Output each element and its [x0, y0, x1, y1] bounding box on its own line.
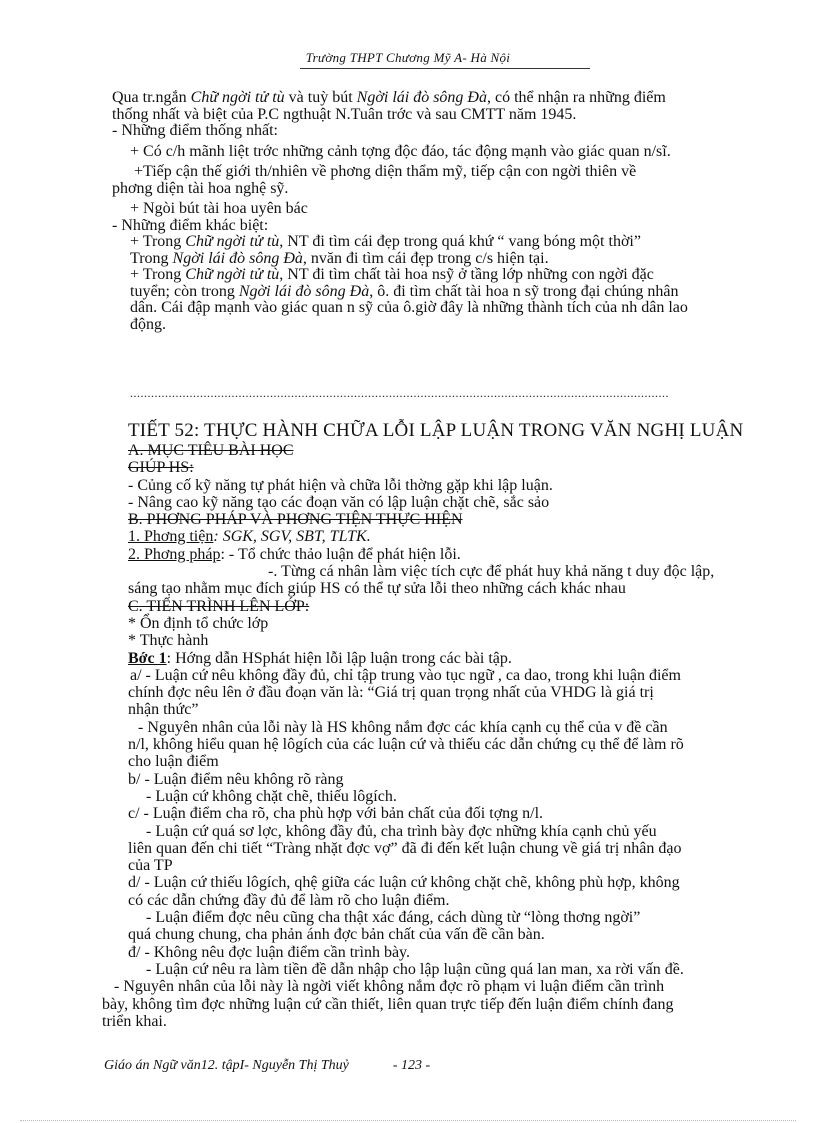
text-line: triển khai.	[102, 1012, 167, 1030]
page-header: Trường THPT Chương Mỹ A- Hà Nội	[305, 50, 511, 65]
text-line: GIÚP HS:	[128, 459, 194, 477]
text-line: * Thực hành	[128, 632, 209, 650]
text-line: - Luận cứ nêu ra làm tiền đề dẫn nhập cho lập luận cũng quá lan man, xa rời vấn đề.	[146, 960, 684, 978]
text-line: - Luận cứ quá sơ lợc, không đầy đủ, cha trình bày đợc những khía cạnh chủ yếu	[146, 822, 657, 840]
text-line: sáng tạo nhằm mục đích giúp HS có thể tự sửa lỗi theo những cách khác nhau	[128, 580, 626, 598]
header-rule	[300, 68, 590, 69]
text-line: Bớc 1: Hớng dẫn HSphát hiện lỗi lập luận trong các bài tập.	[128, 649, 512, 667]
text-line: thống nhất và biệt của P.C ngthuật N.Tuân trớc và sau CMTT năm 1945.	[112, 105, 577, 123]
text-line: + Ngòi bút tài hoa uyên bác	[130, 200, 308, 217]
text-line: động.	[130, 315, 166, 333]
dotted-separator: ..........................................................................................................................................................	[130, 386, 669, 400]
text-line: b/ - Luận điểm nêu không rõ ràng	[128, 770, 344, 788]
section-lesson	[102, 442, 784, 1030]
text-line: 1. Phơng tiện: SGK, SGV, SBT, TLTK.	[128, 528, 371, 546]
text-line: - Nâng cao kỹ năng tạo các đoạn văn có lập luận chặt chẽ, sắc sảo	[128, 493, 550, 511]
section-heading-c: C. TIẾN TRÌNH LÊN LỚP:	[128, 597, 310, 615]
section-comparison	[112, 90, 784, 333]
text-line: quá chung chung, cha phản ánh đợc bản chất của vấn đề cần bàn.	[128, 926, 545, 944]
text-line: * Ổn định tổ chức lớp	[128, 614, 269, 632]
text-line: - Nguyên nhân của lỗi này là ngời viết không nắm đợc rõ phạm vi luận điểm cần trình	[114, 978, 665, 996]
text-line: n/l, không hiểu quan hệ lôgích của các luận cứ và thiếu các dẫn chứng cụ thể để làm rõ	[128, 736, 684, 754]
text-line: - Luận điểm đợc nêu cũng cha thật xác đáng, cách dùng từ “lòng thơng ngời”	[146, 909, 641, 927]
text-line: cho luận điểm	[128, 753, 219, 771]
page-number: - 123 -	[392, 1058, 431, 1073]
text-line: có các dẫn chứng đầy đủ để làm rõ cho luận điểm.	[128, 891, 450, 909]
footer-author: Giáo án Ngữ văn12. tậpI- Nguyễn Thị Thuỷ	[104, 1058, 349, 1073]
text-line: tuyển; còn trong Ngời lái đò sông Đà, ô. đi tìm chất tài hoa n sỹ trong đại chúng nhân	[130, 282, 679, 300]
footer-rule	[20, 1120, 796, 1121]
text-line: 2. Phơng pháp: - Tổ chức thảo luận để phát hiện lỗi.	[128, 545, 461, 563]
text-line: nhận thức”	[128, 701, 199, 719]
text-line: bày, không tìm đợc những luận cứ cần thiết, liên quan trực tiếp đến luận điểm chính đang	[102, 995, 674, 1013]
page-footer	[104, 1058, 430, 1074]
text-line: a/ - Luận cứ nêu không đầy đủ, chỉ tập trung vào tục ngữ , ca dao, trong khi luận điểm	[130, 666, 681, 684]
text-line: dân. Cái đập mạnh vào giác quan n sỹ của ô.giờ đây là những thành tích của nh dân lao	[130, 299, 688, 316]
text-line: d/ - Luận cứ thiếu lôgích, qhệ giữa các luận cứ không chặt chẽ, không phù hợp, không	[128, 874, 680, 892]
text-line: chính đợc nêu lên ở đầu đoạn văn là: “Giá trị quan trọng nhất của VHDG là giá trị	[128, 684, 654, 702]
section-heading-a: A. MỤC TIÊU BÀI HỌC	[128, 442, 294, 459]
text-line: Qua tr.ngắn Chữ ngời tử tù và tuỳ bút Ngời lái đò sông Đà, có thể nhận ra những điểm	[112, 89, 666, 106]
section-heading-b: B. PHƠNG PHÁP VÀ PHƠNG TIỆN THỰC HIỆN	[128, 511, 463, 529]
text-line: của TP	[128, 857, 173, 875]
text-line: -. Từng cá nhân làm việc tích cực để phát huy khả năng t duy độc lập,	[268, 563, 715, 581]
text-line: - Những điểm thống nhất:	[112, 122, 278, 139]
text-line: - Củng cố kỹ năng tự phát hiện và chữa lỗi thờng gặp khi lập luận.	[128, 476, 553, 494]
text-line: +Tiếp cận thế giới th/nhiên về phơng diện thẩm mỹ, tiếp cận con ngời thiên về	[134, 163, 637, 180]
lesson-title: TIẾT 52: THỰC HÀNH CHỮA LỖI LẬP LUẬN TRONG VĂN NGHỊ LUẬN	[128, 420, 744, 441]
text-line: + Có c/h mãnh liệt trớc những cảnh tợng độc đáo, tác động mạnh vào giác quan n/sĩ.	[130, 142, 671, 160]
text-line: Trong Ngời lái đò sông Đà, nvăn đi tìm cái đẹp trong c/s hiện tại.	[130, 249, 549, 267]
text-line: c/ - Luận điểm cha rõ, cha phù hợp với bản chất của đối tợng n/l.	[128, 805, 544, 823]
text-line: đ/ - Không nêu đợc luận điểm cần trình bày.	[128, 943, 411, 961]
text-line: phơng diện tài hoa nghệ sỹ.	[112, 179, 289, 197]
text-line: - Luận cứ không chặt chẽ, thiếu lôgích.	[146, 787, 397, 805]
text-line: + Trong Chữ ngời tử tù, NT đi tìm cái đẹp trong quá khứ “ vang bóng một thời”	[130, 233, 641, 250]
text-line: - Nguyên nhân của lỗi này là HS không nắm đợc các khía cạnh cụ thể của v đề cần	[138, 718, 668, 736]
text-line: liên quan đến chi tiết “Tràng nhặt đợc vợ” đã đi đến kết luận chung về giá trị nhân đạo	[128, 839, 682, 857]
text-line: - Những điểm khác biệt:	[112, 216, 269, 234]
text-line: + Trong Chữ ngời tử tù, NT đi tìm chất tài hoa nsỹ ở tầng lớp những con ngời đặc	[130, 266, 654, 283]
